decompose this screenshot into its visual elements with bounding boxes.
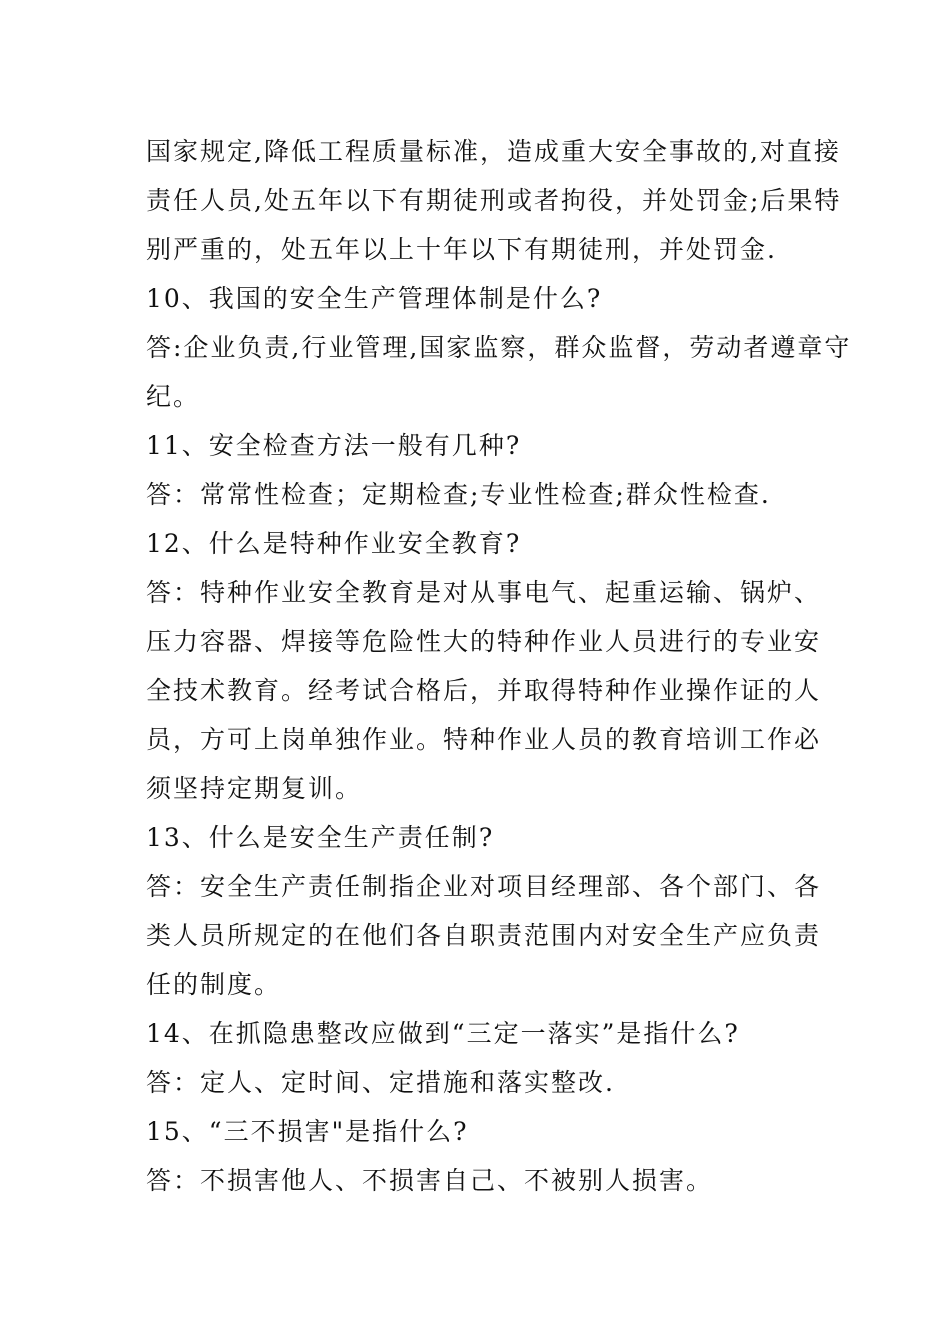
answer-12-line-3: 全技术教育。经考试合格后，并取得特种作业操作证的人 [146,676,822,705]
answer-12-line-5: 须坚持定期复训。 [146,774,363,803]
answer-10-line-1: 答:企业负责,行业管理,国家监察，群众监督，劳动者遵章守 [146,333,852,362]
answer-12-line-2: 压力容器、焊接等危险性大的特种作业人员进行的专业安 [146,627,822,656]
answer-13-line-3: 任的制度。 [146,970,282,999]
document-page [146,127,852,1205]
answer-10-line-2: 纪。 [146,382,201,411]
question-12: 12、什么是特种作业安全教育? [146,529,522,558]
answer-13-line-1: 答：安全生产责任制指企业对项目经理部、各个部门、各 [146,872,822,901]
question-13: 13、什么是安全生产责任制? [146,823,495,852]
question-10: 10、我国的安全生产管理体制是什么? [146,284,603,313]
question-15: 15、“三不损害"是指什么? [146,1117,469,1146]
answer-12-line-1: 答：特种作业安全教育是对从事电气、起重运输、锅炉、 [146,578,822,607]
answer-11: 答：常常性检查；定期检查;专业性检查;群众性检查. [146,480,771,509]
answer-15: 答：不损害他人、不损害自己、不被别人损害。 [146,1166,714,1195]
answer-13-line-2: 类人员所规定的在他们各自职责范围内对安全生产应负责 [146,921,822,950]
text-line-continuation-3: 别严重的，处五年以上十年以下有期徒刑，并处罚金. [146,235,777,264]
question-14: 14、在抓隐患整改应做到“三定一落实”是指什么? [146,1019,740,1048]
answer-14: 答：定人、定时间、定措施和落实整改. [146,1068,615,1097]
answer-12-line-4: 员，方可上岗单独作业。特种作业人员的教育培训工作必 [146,725,822,754]
text-line-continuation-2: 责任人员,处五年以下有期徒刑或者拘役，并处罚金;后果特 [146,186,842,215]
text-line-continuation-1: 国家规定,降低工程质量标准，造成重大安全事故的,对直接 [146,137,841,166]
question-11: 11、安全检查方法一般有几种? [146,431,522,460]
